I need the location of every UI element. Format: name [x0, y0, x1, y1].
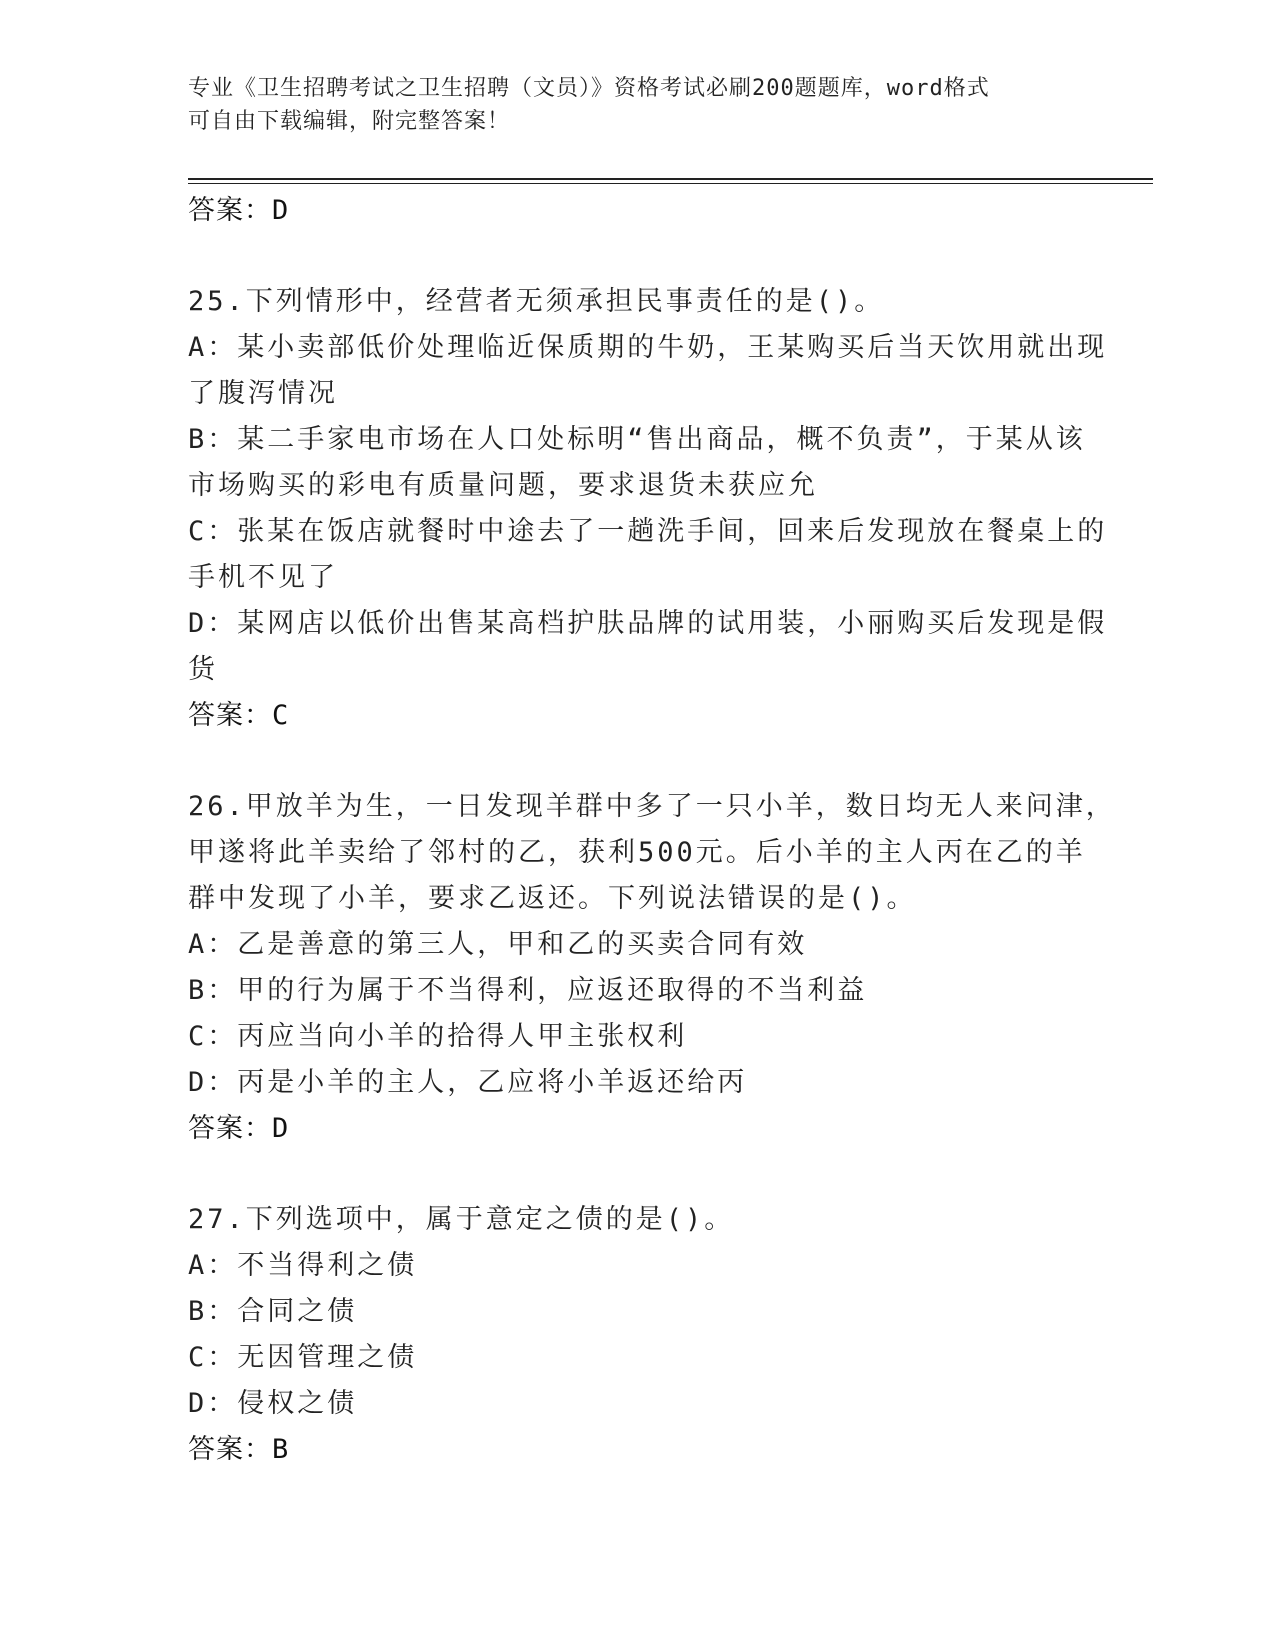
option-line: A：乙是善意的第三人，甲和乙的买卖合同有效 — [188, 929, 808, 960]
option-line: A：某小卖部低价处理临近保质期的牛奶，王某购买后当天饮用就出现 — [188, 332, 1108, 363]
option-line: 市场购买的彩电有质量问题，要求退货未获应允 — [188, 470, 818, 501]
page-header — [188, 72, 1068, 138]
question-stem: 群中发现了小羊，要求乙返还。下列说法错误的是()。 — [188, 883, 917, 914]
option-line: C：无因管理之债 — [188, 1342, 418, 1373]
header-line-2: 可自由下载编辑，附完整答案！ — [188, 109, 511, 134]
question-block-25 — [188, 279, 1108, 739]
question-stem: 26.甲放羊为生，一日发现羊群中多了一只小羊，数日均无人来问津， — [188, 791, 1116, 822]
answer-line: 答案：C — [188, 700, 290, 731]
option-line: C：丙应当向小羊的拾得人甲主张权利 — [188, 1021, 688, 1052]
option-line: 手机不见了 — [188, 562, 338, 593]
option-line: B：甲的行为属于不当得利，应返还取得的不当利益 — [188, 975, 868, 1006]
question-stem: 甲遂将此羊卖给了邻村的乙，获利500元。后小羊的主人丙在乙的羊 — [188, 837, 1086, 868]
answer-line: 答案：D — [188, 1113, 290, 1144]
header-divider-thin — [188, 183, 1153, 184]
answer-line: 答案：D — [188, 195, 290, 226]
answer-line: 答案：B — [188, 1434, 290, 1465]
question-block-27 — [188, 1197, 1088, 1473]
header-line-1: 专业《卫生招聘考试之卫生招聘（文员）》资格考试必刷200题题库，word格式 — [188, 76, 990, 101]
question-stem: 25.下列情形中，经营者无须承担民事责任的是()。 — [188, 286, 885, 317]
option-line: B：合同之债 — [188, 1296, 358, 1327]
spacer — [188, 234, 1088, 279]
header-divider-thick — [188, 178, 1153, 180]
spacer — [188, 739, 1088, 784]
option-line: D：丙是小羊的主人，乙应将小羊返还给丙 — [188, 1067, 748, 1098]
option-line: 了腹泻情况 — [188, 378, 338, 409]
option-line: C：张某在饭店就餐时中途去了一趟洗手间，回来后发现放在餐桌上的 — [188, 516, 1108, 547]
option-line: B：某二手家电市场在人口处标明“售出商品，概不负责”，于某从该 — [188, 424, 1086, 455]
question-block-26 — [188, 784, 1116, 1152]
option-line: 货 — [188, 654, 218, 685]
option-line: A：不当得利之债 — [188, 1250, 418, 1281]
question-stem: 27.下列选项中，属于意定之债的是()。 — [188, 1204, 735, 1235]
question-list — [188, 188, 1116, 1473]
spacer — [188, 1152, 1088, 1197]
option-line: D：侵权之债 — [188, 1388, 358, 1419]
option-line: D：某网店以低价出售某高档护肤品牌的试用装，小丽购买后发现是假 — [188, 608, 1108, 639]
